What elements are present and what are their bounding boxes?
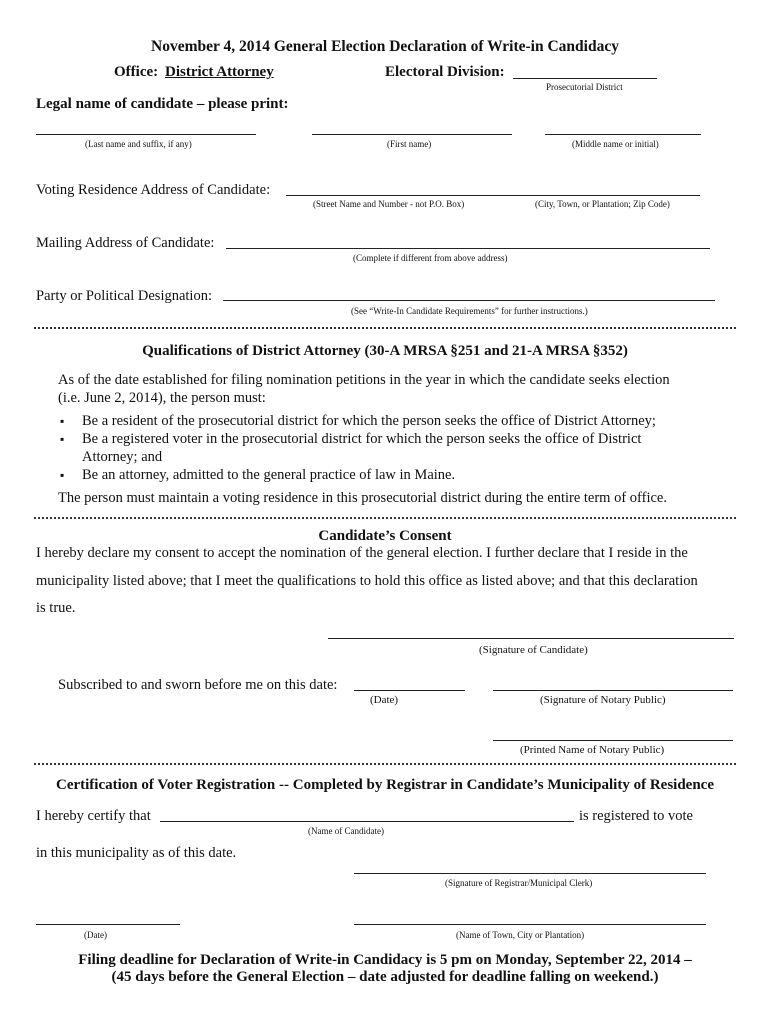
sworn-date-caption: (Date) bbox=[370, 694, 399, 706]
residence-label: Voting Residence Address of Candidate: bbox=[36, 182, 271, 198]
legal-name-label: Legal name of candidate – please print: bbox=[36, 96, 289, 112]
qualifications-closing: The person must maintain a voting residence in this prosecutorial district during the entire term of office. bbox=[58, 490, 667, 506]
city-caption: (City, Town, or Plantation; Zip Code) bbox=[535, 199, 670, 209]
consent-text-3: is true. bbox=[36, 600, 76, 616]
party-label: Party or Political Designation: bbox=[36, 288, 212, 304]
candidate-signature-field[interactable] bbox=[328, 638, 734, 639]
certification-date-caption: (Date) bbox=[84, 930, 107, 940]
section-divider bbox=[34, 763, 736, 765]
office-value: District Attorney bbox=[165, 64, 274, 80]
mailing-label: Mailing Address of Candidate: bbox=[36, 235, 215, 251]
qualifications-intro: As of the date established for filing nomination petitions in the year in which the candidate seeks election bbox=[58, 372, 670, 388]
electoral-division-field[interactable] bbox=[513, 78, 657, 79]
last-name-field[interactable] bbox=[36, 134, 256, 135]
street-caption: (Street Name and Number - not P.O. Box) bbox=[313, 199, 465, 209]
qualifications-intro-2: (i.e. June 2, 2014), the person must: bbox=[58, 390, 266, 406]
residence-field[interactable] bbox=[286, 195, 700, 196]
candidate-name-caption: (Name of Candidate) bbox=[308, 826, 384, 836]
certification-heading: Certification of Voter Registration -- Completed by Registrar in Candidate’s Municipality of Residence bbox=[56, 777, 714, 793]
notary-signature-caption: (Signature of Notary Public) bbox=[540, 694, 666, 706]
qualifications-list bbox=[58, 412, 698, 484]
list-item: ▪ Be an attorney, admitted to the general practice of law in Maine. bbox=[58, 466, 698, 484]
section-divider bbox=[34, 517, 736, 519]
registrar-signature-field[interactable] bbox=[354, 873, 706, 874]
party-caption: (See “Write-In Candidate Requirements” for further instructions.) bbox=[351, 306, 588, 316]
first-name-field[interactable] bbox=[312, 134, 512, 135]
party-field[interactable] bbox=[223, 300, 715, 301]
last-name-caption: (Last name and suffix, if any) bbox=[85, 139, 192, 149]
list-item: ▪ Be a registered voter in the prosecutorial district for which the person seeks the office of District Attorney; and bbox=[58, 430, 698, 466]
certify-prefix: I hereby certify that bbox=[36, 808, 151, 824]
electoral-division-caption: Prosecutorial District bbox=[546, 82, 623, 92]
section-divider bbox=[34, 327, 736, 329]
office-label: Office: bbox=[114, 64, 159, 80]
candidate-name-field[interactable] bbox=[160, 821, 574, 822]
certify-suffix: is registered to vote bbox=[579, 808, 693, 824]
municipality-line: in this municipality as of this date. bbox=[36, 845, 237, 861]
first-name-caption: (First name) bbox=[387, 139, 432, 149]
notary-name-caption: (Printed Name of Notary Public) bbox=[520, 744, 665, 756]
deadline-line-1: Filing deadline for Declaration of Write-in Candidacy is 5 pm on Monday, September 22, 2014 – bbox=[78, 952, 692, 968]
sworn-date-field[interactable] bbox=[354, 690, 465, 691]
qualifications-heading: Qualifications of District Attorney (30-A MRSA §251 and 21-A MRSA §352) bbox=[142, 343, 628, 359]
consent-heading: Candidate’s Consent bbox=[318, 528, 452, 544]
list-item: ▪ Be a resident of the prosecutorial district for which the person seeks the office of District Attorney; bbox=[58, 412, 698, 430]
town-name-field[interactable] bbox=[354, 924, 706, 925]
mailing-caption: (Complete if different from above address) bbox=[353, 253, 508, 263]
form-title: November 4, 2014 General Election Declaration of Write-in Candidacy bbox=[151, 38, 619, 55]
notary-name-field[interactable] bbox=[493, 740, 733, 741]
candidate-signature-caption: (Signature of Candidate) bbox=[479, 644, 588, 656]
notary-signature-field[interactable] bbox=[493, 690, 733, 691]
certification-date-field[interactable] bbox=[36, 924, 180, 925]
electoral-division-label: Electoral Division: bbox=[385, 64, 505, 80]
consent-text-1: I hereby declare my consent to accept the nomination of the general election. I further declare that I reside in the bbox=[36, 545, 688, 561]
deadline-line-2: (45 days before the General Election – date adjusted for deadline falling on weekend.) bbox=[111, 969, 659, 985]
middle-name-caption: (Middle name or initial) bbox=[572, 139, 659, 149]
town-name-caption: (Name of Town, City or Plantation) bbox=[456, 930, 585, 940]
middle-name-field[interactable] bbox=[545, 134, 701, 135]
consent-text-2: municipality listed above; that I meet the qualifications to hold this office as listed above; and that this declaration bbox=[36, 573, 698, 589]
sworn-label: Subscribed to and sworn before me on this date: bbox=[58, 677, 338, 693]
mailing-field[interactable] bbox=[226, 248, 710, 249]
registrar-signature-caption: (Signature of Registrar/Municipal Clerk) bbox=[445, 878, 593, 888]
